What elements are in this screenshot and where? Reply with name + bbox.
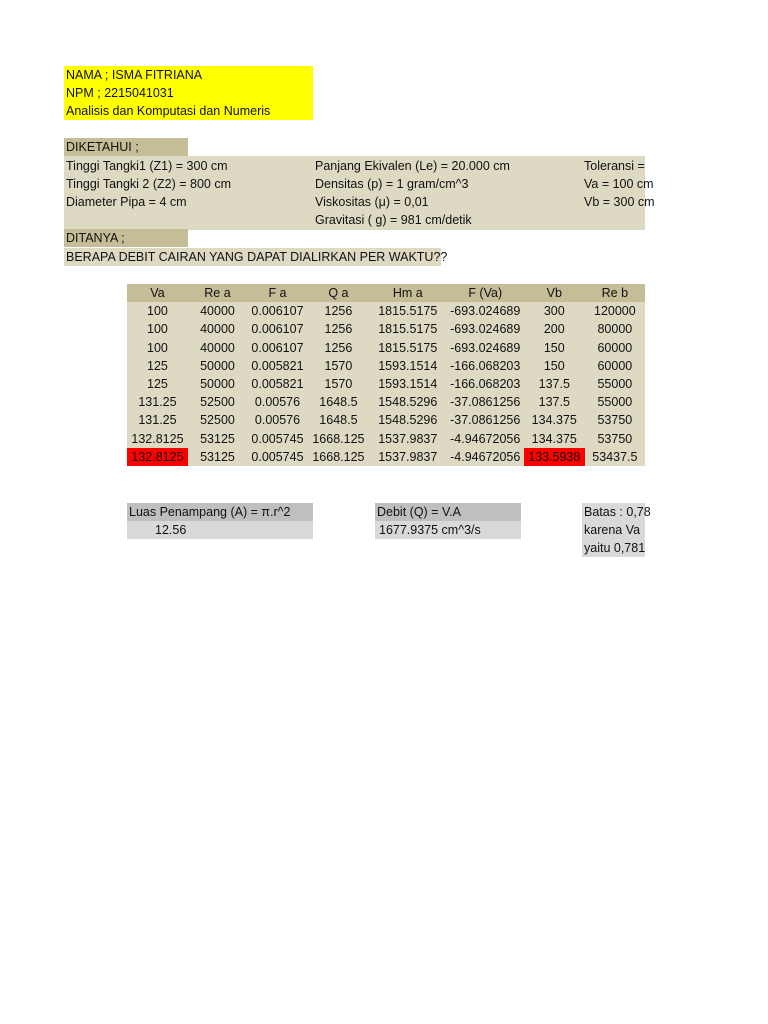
cell-re-b: 55000 xyxy=(585,375,645,393)
table-row xyxy=(127,411,645,429)
cell-vb: 300 xyxy=(524,302,585,320)
cell-f-a: 0.005821 xyxy=(247,375,308,393)
col-header-hm-a: Hm a xyxy=(369,284,447,302)
iteration-table xyxy=(127,284,645,466)
cell-f-a: 0.006107 xyxy=(247,302,308,320)
cell-re-a: 52500 xyxy=(188,411,247,429)
cell-re-a: 52500 xyxy=(188,393,247,411)
col-header-va: Va xyxy=(127,284,188,302)
cell-va: 125 xyxy=(127,375,188,393)
cell-f-a: 0.00576 xyxy=(247,411,308,429)
cell-f-a: 0.005821 xyxy=(247,357,308,375)
table-row xyxy=(127,430,645,448)
cell-re-a: 40000 xyxy=(188,302,247,320)
cell-vb: 137.5 xyxy=(524,375,585,393)
col-header-re-a: Re a xyxy=(188,284,247,302)
cell-f-va: -693.024689 xyxy=(447,320,524,338)
cell-q-a: 1570 xyxy=(308,375,369,393)
cell-q-a: 1668.125 xyxy=(308,430,369,448)
cell-f-a: 0.005745 xyxy=(247,430,308,448)
cell-re-a: 50000 xyxy=(188,357,247,375)
cell-va: 100 xyxy=(127,339,188,357)
cell-hm-a: 1537.9837 xyxy=(369,430,447,448)
table-row xyxy=(127,357,645,375)
cell-re-a: 53125 xyxy=(188,448,247,466)
col-header-q-a: Q a xyxy=(308,284,369,302)
batas-line-2: karena Va xyxy=(584,523,641,537)
cell-re-b: 53437.5 xyxy=(585,448,645,466)
cell-re-b: 53750 xyxy=(585,411,645,429)
cell-vb: 133.5938 xyxy=(524,448,585,466)
cell-re-a: 40000 xyxy=(188,320,247,338)
cell-re-b: 53750 xyxy=(585,430,645,448)
cell-f-va: -693.024689 xyxy=(447,302,524,320)
cell-q-a: 1256 xyxy=(308,339,369,357)
cell-q-a: 1256 xyxy=(308,302,369,320)
luas-value: 12.56 xyxy=(155,523,187,537)
cell-re-a: 53125 xyxy=(188,430,247,448)
cell-f-va: -4.94672056 xyxy=(447,448,524,466)
table-row xyxy=(127,302,645,320)
student-name: NAMA ; ISMA FITRIANA xyxy=(66,68,203,82)
col-header-re-b: Re b xyxy=(585,284,645,302)
cell-f-a: 0.006107 xyxy=(247,339,308,357)
table-header-row xyxy=(127,284,645,302)
cell-hm-a: 1548.5296 xyxy=(369,393,447,411)
table-row xyxy=(127,375,645,393)
given-viscosity: Viskositas (μ) = 0,01 xyxy=(315,195,429,209)
given-le: Panjang Ekivalen (Le) = 20.000 cm xyxy=(315,159,510,173)
cell-va: 100 xyxy=(127,320,188,338)
cell-re-b: 60000 xyxy=(585,339,645,357)
cell-f-va: -37.0861256 xyxy=(447,411,524,429)
cell-f-a: 0.006107 xyxy=(247,320,308,338)
course-title: Analisis dan Komputasi dan Numeris xyxy=(66,104,271,118)
question-text: BERAPA DEBIT CAIRAN YANG DAPAT DIALIRKAN PER WAKTU?? xyxy=(66,250,448,264)
given-density: Densitas (p) = 1 gram/cm^3 xyxy=(315,177,469,191)
cell-f-va: -4.94672056 xyxy=(447,430,524,448)
cell-vb: 150 xyxy=(524,339,585,357)
given-z1: Tinggi Tangki1 (Z1) = 300 cm xyxy=(66,159,228,173)
cell-f-va: -166.068203 xyxy=(447,375,524,393)
given-vb: Vb = 300 cm xyxy=(584,195,655,209)
cell-q-a: 1648.5 xyxy=(308,411,369,429)
cell-vb: 150 xyxy=(524,357,585,375)
cell-va: 131.25 xyxy=(127,411,188,429)
cell-q-a: 1668.125 xyxy=(308,448,369,466)
col-header-f-a: F a xyxy=(247,284,308,302)
cell-f-a: 0.00576 xyxy=(247,393,308,411)
cell-q-a: 1648.5 xyxy=(308,393,369,411)
cell-f-va: -693.024689 xyxy=(447,339,524,357)
given-gravity: Gravitasi ( g) = 981 cm/detik xyxy=(315,213,472,227)
cell-vb: 134.375 xyxy=(524,430,585,448)
col-header-vb: Vb xyxy=(524,284,585,302)
cell-hm-a: 1537.9837 xyxy=(369,448,447,466)
cell-q-a: 1256 xyxy=(308,320,369,338)
batas-line-1: Batas : 0,78 xyxy=(584,505,651,519)
given-diameter: Diameter Pipa = 4 cm xyxy=(66,195,187,209)
luas-label: Luas Penampang (A) = π.r^2 xyxy=(129,505,291,519)
batas-line-3: yaitu 0,781 xyxy=(584,541,646,555)
table-row xyxy=(127,393,645,411)
cell-vb: 134.375 xyxy=(524,411,585,429)
given-z2: Tinggi Tangki 2 (Z2) = 800 cm xyxy=(66,177,232,191)
cell-f-va: -166.068203 xyxy=(447,357,524,375)
cell-re-b: 80000 xyxy=(585,320,645,338)
cell-re-b: 60000 xyxy=(585,357,645,375)
cell-vb: 137.5 xyxy=(524,393,585,411)
debit-label: Debit (Q) = V.A xyxy=(377,505,461,519)
cell-re-b: 55000 xyxy=(585,393,645,411)
cell-va: 100 xyxy=(127,302,188,320)
cell-vb: 200 xyxy=(524,320,585,338)
given-tolerance: Toleransi = xyxy=(584,159,645,173)
col-header-f-va: F (Va) xyxy=(447,284,524,302)
cell-hm-a: 1815.5175 xyxy=(369,302,447,320)
cell-va: 132.8125 xyxy=(127,430,188,448)
cell-va: 125 xyxy=(127,357,188,375)
cell-hm-a: 1548.5296 xyxy=(369,411,447,429)
table-row xyxy=(127,339,645,357)
cell-va: 132.8125 xyxy=(127,448,188,466)
cell-f-a: 0.005745 xyxy=(247,448,308,466)
given-va: Va = 100 cm xyxy=(584,177,654,191)
ditanya-label: DITANYA ; xyxy=(66,231,125,245)
cell-hm-a: 1815.5175 xyxy=(369,320,447,338)
cell-va: 131.25 xyxy=(127,393,188,411)
cell-re-a: 40000 xyxy=(188,339,247,357)
cell-hm-a: 1593.1514 xyxy=(369,357,447,375)
cell-re-a: 50000 xyxy=(188,375,247,393)
table-row xyxy=(127,448,645,466)
cell-q-a: 1570 xyxy=(308,357,369,375)
debit-value: 1677.9375 cm^3/s xyxy=(379,523,481,537)
cell-f-va: -37.0861256 xyxy=(447,393,524,411)
student-npm: NPM ; 2215041031 xyxy=(66,86,174,100)
cell-re-b: 120000 xyxy=(585,302,645,320)
diketahui-label: DIKETAHUI ; xyxy=(66,140,139,154)
cell-hm-a: 1815.5175 xyxy=(369,339,447,357)
table-row xyxy=(127,320,645,338)
cell-hm-a: 1593.1514 xyxy=(369,375,447,393)
